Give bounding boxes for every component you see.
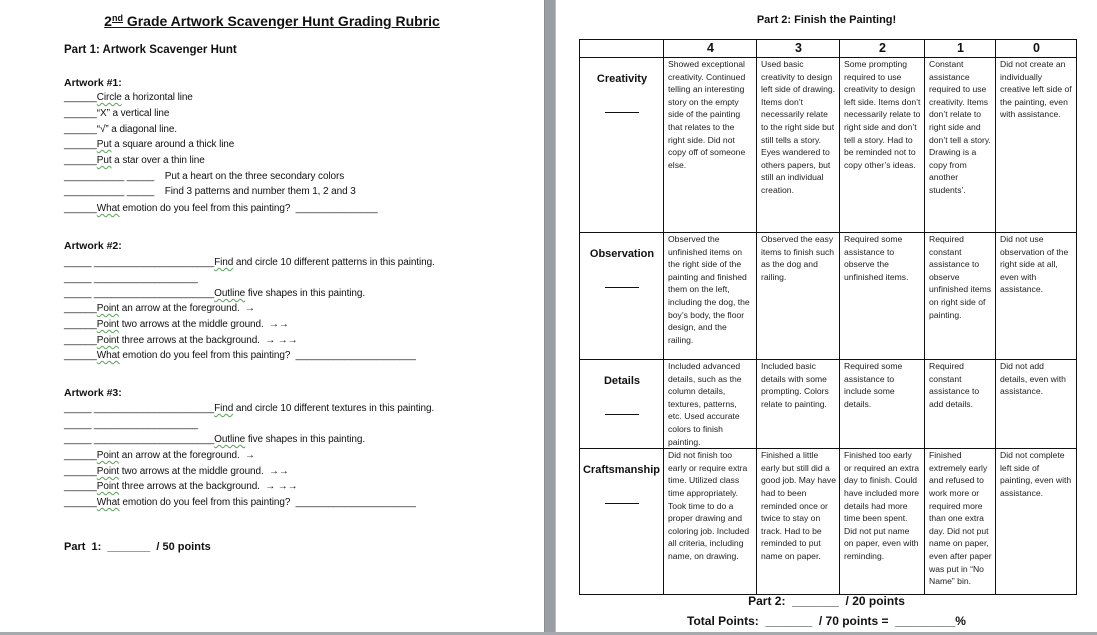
item-text: five shapes in this painting. bbox=[245, 288, 365, 299]
answer-blank[interactable]: ______ bbox=[64, 466, 97, 477]
answer-blank[interactable]: _____ ______________________ bbox=[64, 288, 215, 299]
rubric-cell bbox=[925, 449, 996, 595]
cell-text: Observed the easy items to finish such as the dog and railing. bbox=[761, 234, 835, 282]
score-header-3: 3 bbox=[757, 40, 840, 58]
answer-blank[interactable]: ______ bbox=[64, 155, 97, 166]
score-blank[interactable] bbox=[605, 414, 639, 415]
checklist-item bbox=[64, 257, 435, 268]
rubric-cell bbox=[996, 449, 1077, 595]
answer-blank[interactable]: ___________ _____ bbox=[64, 186, 165, 197]
rubric-cell bbox=[664, 233, 757, 360]
criterion-details bbox=[580, 360, 664, 449]
item-verb: Outline bbox=[214, 434, 246, 445]
item-text: emotion do you feel from this painting? _______________ bbox=[119, 203, 378, 214]
item-verb: Circle bbox=[96, 92, 122, 103]
artwork3-heading: Artwork #3: bbox=[64, 387, 122, 399]
cell-text: Used basic creativity to design left side of drawing. Items don’t necessarily relate to the right side but still tells a story. Eyes wandered to others papers, but still an individual creation. bbox=[761, 59, 836, 195]
part1-score: Part 1: _______ / 50 points bbox=[64, 541, 211, 553]
cell-text: Did not complete left side of painting, even with assistance. bbox=[1000, 450, 1072, 498]
cell-text: Did not use observation of the right side at all, even with assistance. bbox=[1000, 234, 1069, 295]
cell-text: Observed the unfinished items on the right side of the painting and finished them on the left, including the dog, the boy’s body, the floor design, and the railing. bbox=[668, 234, 750, 345]
item-verb: Point bbox=[96, 466, 120, 477]
title-ordinal-suffix: nd bbox=[111, 13, 123, 23]
score-blank[interactable] bbox=[605, 112, 639, 113]
checklist-item bbox=[64, 108, 169, 119]
answer-blank[interactable]: ______ bbox=[64, 335, 97, 346]
rubric-corner-cell bbox=[580, 40, 664, 58]
answer-blank[interactable]: ______ bbox=[64, 303, 97, 314]
rubric-cell bbox=[840, 233, 925, 360]
score-header-0: 0 bbox=[996, 40, 1077, 58]
checklist-item bbox=[64, 124, 177, 135]
rubric-cell bbox=[664, 449, 757, 595]
rubric-cell bbox=[925, 58, 996, 233]
item-verb: Outline bbox=[214, 288, 246, 299]
rubric-cell bbox=[757, 233, 840, 360]
cell-text: Included basic details with some prompting. Colors relate to painting. bbox=[761, 361, 829, 409]
score-blank[interactable] bbox=[605, 287, 639, 288]
rubric-cell bbox=[996, 58, 1077, 233]
part2-score: Part 2: _______ / 20 points bbox=[748, 594, 905, 608]
rubric-row-observation bbox=[580, 233, 1077, 360]
checklist-item bbox=[64, 403, 434, 414]
rubric-cell bbox=[840, 449, 925, 595]
item-verb: Point bbox=[96, 303, 120, 314]
answer-blank[interactable]: ______ bbox=[64, 350, 97, 361]
item-text: Find 3 patterns and number them 1, 2 and 3 bbox=[164, 186, 356, 197]
checklist-item bbox=[64, 288, 365, 299]
part1-heading: Part 1: Artwork Scavenger Hunt bbox=[64, 44, 237, 56]
answer-blank[interactable]: ______ bbox=[64, 319, 97, 330]
answer-blank[interactable]: ___________ _____ bbox=[64, 171, 165, 182]
criterion-label: Craftsmanship bbox=[582, 464, 661, 477]
cell-text: Finished too early or required an extra day to finish. Could have included more details had more time been spent. Did not put name on paper, even with reminding. bbox=[844, 450, 920, 561]
item-text: emotion do you feel from this painting? ______________________ bbox=[119, 350, 416, 361]
checklist-item bbox=[64, 273, 198, 284]
cell-text: Finished extremely early and refused to work more or required more than one extra day. Did not put name on paper, even after paper was put in “No Name” bin. bbox=[929, 450, 992, 587]
item-verb: Point bbox=[96, 335, 120, 346]
item-text: a square around a thick line bbox=[111, 139, 235, 150]
rubric-cell bbox=[757, 449, 840, 595]
rubric-cell bbox=[840, 360, 925, 449]
rubric-row-details bbox=[580, 360, 1077, 449]
page-gutter bbox=[544, 0, 556, 635]
cell-text: Constant assistance required to use creativity. Items don’t relate to right side and don’t tell a story. Drawing is a copy from another students’. bbox=[929, 59, 991, 195]
checklist-item bbox=[64, 203, 378, 214]
item-text: an arrow at the foreground. → bbox=[119, 450, 255, 461]
item-verb: Put bbox=[96, 155, 112, 166]
rubric-table bbox=[579, 39, 1077, 595]
checklist-item bbox=[64, 481, 298, 492]
checklist-item bbox=[64, 434, 365, 445]
checklist-item bbox=[64, 350, 416, 361]
item-verb: Point bbox=[96, 450, 120, 461]
checklist-item bbox=[64, 139, 234, 150]
item-text: five shapes in this painting. bbox=[245, 434, 365, 445]
score-header-4: 4 bbox=[664, 40, 757, 58]
item-verb: What bbox=[96, 350, 120, 361]
item-verb: What bbox=[96, 497, 120, 508]
checklist-item bbox=[64, 186, 356, 197]
criterion-observation bbox=[580, 233, 664, 360]
checklist-item bbox=[64, 335, 298, 346]
item-text: and circle 10 different patterns in this painting. bbox=[233, 257, 435, 268]
checklist-item bbox=[64, 497, 416, 508]
cell-text: Did not create an individually creative left side of the painting, even with assistance. bbox=[1000, 59, 1072, 120]
cell-text: Showed exceptional creativity. Continued telling an interesting story on the empty side of the painting that relates to the right side. Did not copy off of someone else. bbox=[668, 59, 746, 170]
cell-text: Required some assistance to include some details. bbox=[844, 361, 903, 409]
rubric-cell bbox=[925, 360, 996, 449]
rubric-cell bbox=[664, 58, 757, 233]
checklist-item bbox=[64, 171, 344, 182]
cell-text: Required some assistance to observe the unfinished items. bbox=[844, 234, 909, 282]
answer-blank[interactable]: ______ bbox=[64, 481, 97, 492]
cell-text: Some prompting required to use creativity to design left side. Items don’t necessarily relate to right side and don’t tell a story. Had to be reminded not to copy other’s ideas. bbox=[844, 59, 921, 170]
checklist-item bbox=[64, 319, 289, 330]
item-text: two arrows at the middle ground. →→ bbox=[119, 466, 289, 477]
rubric-cell bbox=[757, 360, 840, 449]
title-number: 2 bbox=[104, 13, 112, 29]
title-text: Grade Artwork Scavenger Hunt Grading Rubric bbox=[122, 13, 440, 29]
checklist-item bbox=[64, 466, 289, 477]
artwork2-heading: Artwork #2: bbox=[64, 240, 122, 252]
item-text: “√” a diagonal line. bbox=[96, 124, 177, 135]
cell-text: Did not finish too early or require extra time. Utilized class time appropriately. Took time to do a proper drawing and coloring job. Included all criteria, including name, on drawing. bbox=[668, 450, 750, 561]
item-text: “X” a vertical line bbox=[96, 108, 170, 119]
rubric-cell bbox=[996, 233, 1077, 360]
criterion-label: Details bbox=[603, 375, 641, 387]
item-text: a star over a thin line bbox=[111, 155, 205, 166]
answer-blank[interactable]: ______ bbox=[64, 139, 97, 150]
rubric-cell bbox=[996, 360, 1077, 449]
item-verb: What bbox=[96, 203, 120, 214]
answer-blank[interactable]: ______ bbox=[64, 497, 97, 508]
answer-blank[interactable]: ______ bbox=[64, 124, 97, 135]
checklist-item bbox=[64, 303, 255, 314]
item-text: three arrows at the background. → →→ bbox=[119, 335, 298, 346]
answer-blank[interactable]: ______ bbox=[64, 92, 97, 103]
score-header-2: 2 bbox=[840, 40, 925, 58]
item-text: three arrows at the background. → →→ bbox=[119, 481, 298, 492]
rubric-row-craftsmanship bbox=[580, 449, 1077, 595]
cell-text: Finished a little early but still did a good job. May have had to been reminded once or twice to stay on track. Had to be reminded to put name on paper. bbox=[761, 450, 837, 561]
criterion-label: Creativity bbox=[596, 73, 648, 85]
item-text: an arrow at the foreground. → bbox=[119, 303, 255, 314]
rubric-cell bbox=[757, 58, 840, 233]
rubric-cell bbox=[664, 360, 757, 449]
rubric-row-creativity bbox=[580, 58, 1077, 233]
answer-blank[interactable]: _____ ___________________ bbox=[64, 273, 198, 284]
item-text: a horizontal line bbox=[121, 92, 193, 103]
answer-blank[interactable]: _____ ______________________ bbox=[64, 434, 215, 445]
answer-blank[interactable]: ______ bbox=[64, 203, 97, 214]
cell-text: Required constant assistance to observe unfinished items on right side of painting. bbox=[929, 234, 992, 320]
item-verb: Put bbox=[96, 139, 112, 150]
score-blank[interactable] bbox=[605, 503, 639, 504]
rubric-cell bbox=[840, 58, 925, 233]
rubric-header-row bbox=[580, 40, 1077, 58]
answer-blank[interactable]: _____ ______________________ bbox=[64, 257, 215, 268]
checklist-item bbox=[64, 419, 198, 430]
item-text: two arrows at the middle ground. →→ bbox=[119, 319, 289, 330]
cell-text: Required constant assistance to add details. bbox=[929, 361, 980, 409]
item-verb: Find bbox=[214, 403, 234, 414]
answer-blank[interactable]: ______ bbox=[64, 450, 97, 461]
criterion-creativity bbox=[580, 58, 664, 233]
checklist-item bbox=[64, 92, 193, 103]
artwork1-heading: Artwork #1: bbox=[64, 77, 122, 89]
document-page-left bbox=[0, 0, 544, 632]
cell-text: Did not add details, even with assistance. bbox=[1000, 361, 1066, 397]
document-title bbox=[0, 13, 544, 29]
answer-blank[interactable]: ______ bbox=[64, 108, 97, 119]
total-points: Total Points: _______ / 70 points = _________% bbox=[687, 614, 966, 628]
checklist-item bbox=[64, 450, 255, 461]
rubric-cell bbox=[925, 233, 996, 360]
criterion-craftsmanship bbox=[580, 449, 664, 595]
item-verb: Find bbox=[214, 257, 234, 268]
criterion-label: Observation bbox=[589, 248, 655, 260]
answer-blank[interactable]: _____ ______________________ bbox=[64, 403, 215, 414]
item-verb: Point bbox=[96, 481, 120, 492]
checklist-item bbox=[64, 155, 205, 166]
item-verb: Point bbox=[96, 319, 120, 330]
score-header-1: 1 bbox=[925, 40, 996, 58]
cell-text: Included advanced details, such as the column details, textures, patterns, etc. Used accurate colors to finish painting. bbox=[668, 361, 742, 447]
item-text: Put a heart on the three secondary colors bbox=[164, 171, 345, 182]
item-text: and circle 10 different textures in this painting. bbox=[233, 403, 435, 414]
answer-blank[interactable]: _____ ___________________ bbox=[64, 419, 198, 430]
part2-heading: Part 2: Finish the Painting! bbox=[756, 14, 897, 26]
item-text: emotion do you feel from this painting? ______________________ bbox=[119, 497, 416, 508]
